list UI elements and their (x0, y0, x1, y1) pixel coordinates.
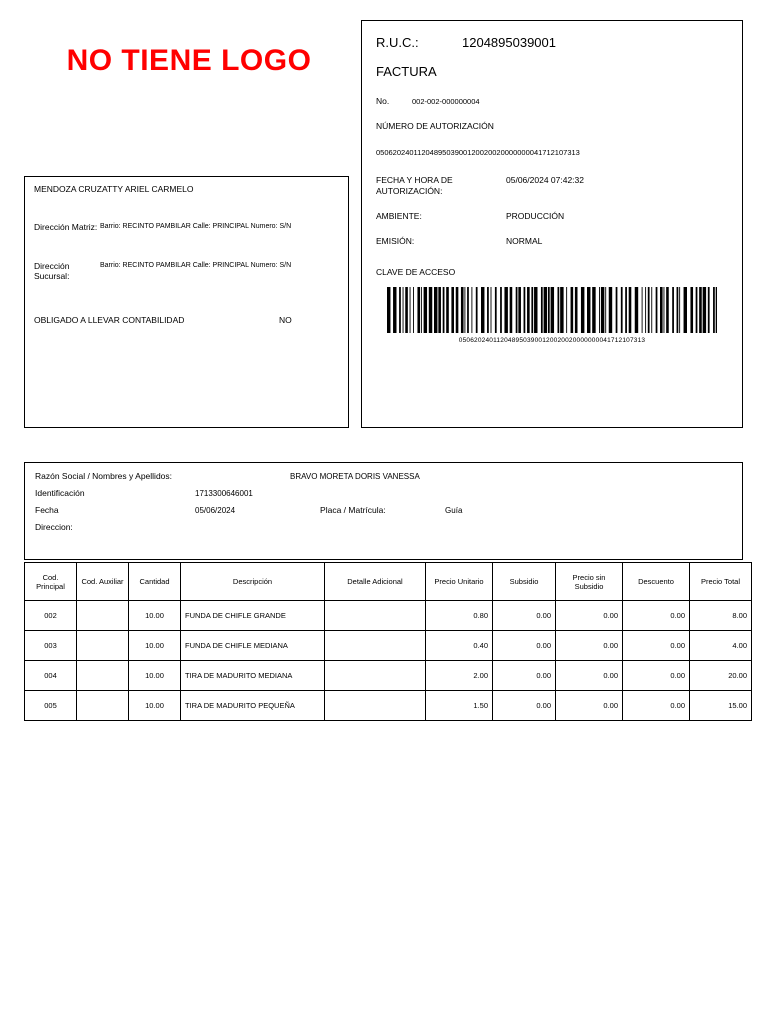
document-type-title: FACTURA (376, 64, 437, 79)
header-precio-unitario: Precio Unitario (426, 563, 493, 601)
ruc-row (376, 35, 728, 50)
cell-precio-sin-subsidio: 0.00 (556, 631, 623, 661)
direccion-row (35, 522, 732, 532)
cell-cantidad: 10.00 (129, 661, 181, 691)
cell-cod-principal: 005 (25, 691, 77, 721)
table-row (25, 661, 752, 691)
cell-descuento: 0.00 (623, 661, 690, 691)
cell-subsidio: 0.00 (493, 631, 556, 661)
cell-cod-auxiliar (77, 601, 129, 631)
detalle-table-head (25, 563, 752, 601)
cell-precio-total: 15.00 (690, 691, 752, 721)
emision-value: NORMAL (506, 236, 543, 247)
cell-precio-unitario: 2.00 (426, 661, 493, 691)
cell-descuento: 0.00 (623, 601, 690, 631)
direccion-sucursal-value: Barrio: RECINTO PAMBILAR Calle: PRINCIPAL Numero: S/N (100, 261, 292, 269)
direccion-label: Direccion: (35, 522, 73, 532)
cell-descripcion: TIRA DE MADURITO PEQUEÑA (181, 691, 325, 721)
cell-precio-total: 4.00 (690, 631, 752, 661)
emision-row (376, 236, 728, 247)
cliente-info-box (24, 462, 743, 560)
header-cod-auxiliar: Cod. Auxiliar (77, 563, 129, 601)
cell-cod-principal: 002 (25, 601, 77, 631)
cell-cod-auxiliar (77, 631, 129, 661)
cell-subsidio: 0.00 (493, 601, 556, 631)
logo-text: NO TIENE LOGO (66, 44, 312, 77)
cell-cod-auxiliar (77, 661, 129, 691)
cell-cantidad: 10.00 (129, 601, 181, 631)
obligado-contabilidad-label: OBLIGADO A LLEVAR CONTABILIDAD (34, 314, 185, 325)
detalle-table (24, 562, 752, 721)
header-descripcion: Descripción (181, 563, 325, 601)
cell-descuento: 0.00 (623, 691, 690, 721)
cell-subsidio: 0.00 (493, 661, 556, 691)
razon-social-value: BRAVO MORETA DORIS VANESSA (290, 472, 420, 481)
cell-cantidad: 10.00 (129, 631, 181, 661)
cell-precio-unitario: 1.50 (426, 691, 493, 721)
clave-acceso-label: CLAVE DE ACCESO (376, 267, 456, 278)
fecha-value: 05/06/2024 (195, 506, 236, 515)
barcode-image (387, 287, 717, 333)
emisor-info-box (24, 176, 349, 428)
ambiente-row (376, 211, 728, 222)
direccion-sucursal-label: Dirección Sucursal: (34, 260, 70, 282)
ruc-value: 1204895039001 (462, 35, 556, 50)
direccion-matriz-value: Barrio: RECINTO PAMBILAR Calle: PRINCIPAL Numero: S/N (100, 223, 292, 230)
cell-detalle-adicional (325, 661, 426, 691)
identificacion-value: 1713300646001 (195, 489, 253, 498)
table-row (25, 601, 752, 631)
barcode-area (376, 287, 728, 344)
fecha-autorizacion-value: 05/06/2024 07:42:32 (506, 175, 584, 185)
table-row (25, 691, 752, 721)
identificacion-label: Identificación (35, 488, 85, 498)
cell-descripcion: TIRA DE MADURITO MEDIANA (181, 661, 325, 691)
logo-area (24, 26, 354, 96)
obligado-contabilidad-value: NO (279, 314, 292, 325)
cell-precio-total: 20.00 (690, 661, 752, 691)
autorizacion-title: NÚMERO DE AUTORIZACIÓN (376, 121, 494, 131)
cell-descripcion: FUNDA DE CHIFLE MEDIANA (181, 631, 325, 661)
factura-info-box (361, 20, 743, 428)
placa-label: Placa / Matrícula: (320, 505, 386, 515)
fecha-autorizacion-row (376, 175, 728, 197)
razon-social-row (35, 471, 732, 481)
header-detalle-adicional: Detalle Adicional (325, 563, 426, 601)
ambiente-label: AMBIENTE: (376, 211, 422, 222)
numero-value: 002-002-000000004 (412, 97, 480, 106)
cell-precio-sin-subsidio: 0.00 (556, 691, 623, 721)
header-precio-total: Precio Total (690, 563, 752, 601)
cell-precio-unitario: 0.40 (426, 631, 493, 661)
cell-descripcion: FUNDA DE CHIFLE GRANDE (181, 601, 325, 631)
cell-detalle-adicional (325, 691, 426, 721)
guia-label: Guía (445, 506, 463, 515)
ruc-label: R.U.C.: (376, 35, 419, 50)
fecha-placa-row (35, 505, 732, 515)
cell-detalle-adicional (325, 631, 426, 661)
cell-precio-sin-subsidio: 0.00 (556, 661, 623, 691)
cell-cod-auxiliar (77, 691, 129, 721)
emisor-name: MENDOZA CRUZATTY ARIEL CARMELO (34, 184, 194, 194)
direccion-matriz-label: Dirección Matriz: (34, 222, 98, 232)
razon-social-label: Razón Social / Nombres y Apellidos: (35, 471, 173, 481)
header-cod-principal: Cod. Principal (25, 563, 77, 601)
header-cantidad: Cantidad (129, 563, 181, 601)
table-row (25, 631, 752, 661)
cell-cod-principal: 004 (25, 661, 77, 691)
direccion-matriz-row (34, 222, 339, 233)
identificacion-row (35, 488, 732, 498)
fecha-label: Fecha (35, 505, 59, 515)
obligado-contabilidad-row (34, 315, 339, 325)
direccion-sucursal-row (34, 261, 339, 282)
fecha-autorizacion-label: FECHA Y HORA DE AUTORIZACIÓN: (376, 175, 453, 197)
header-descuento: Descuento (623, 563, 690, 601)
emision-label: EMISIÓN: (376, 236, 415, 247)
cell-precio-total: 8.00 (690, 601, 752, 631)
numero-label: No. (376, 96, 390, 106)
detalle-table-body (25, 601, 752, 721)
cell-detalle-adicional (325, 601, 426, 631)
cell-descuento: 0.00 (623, 631, 690, 661)
cell-subsidio: 0.00 (493, 691, 556, 721)
ambiente-value: PRODUCCIÓN (506, 211, 565, 222)
header-precio-sin-subsidio: Precio sin Subsidio (556, 563, 623, 601)
barcode-number: 0506202401120489503900120020020000000041712107313 (458, 337, 646, 345)
cell-precio-sin-subsidio: 0.00 (556, 601, 623, 631)
numero-row (376, 96, 728, 106)
cell-precio-unitario: 0.80 (426, 601, 493, 631)
cell-cod-principal: 003 (25, 631, 77, 661)
autorizacion-numero: 0506202401120489503900120020020000000041712107313 (376, 148, 580, 157)
header-subsidio: Subsidio (493, 563, 556, 601)
table-header-row (25, 563, 752, 601)
cell-cantidad: 10.00 (129, 691, 181, 721)
